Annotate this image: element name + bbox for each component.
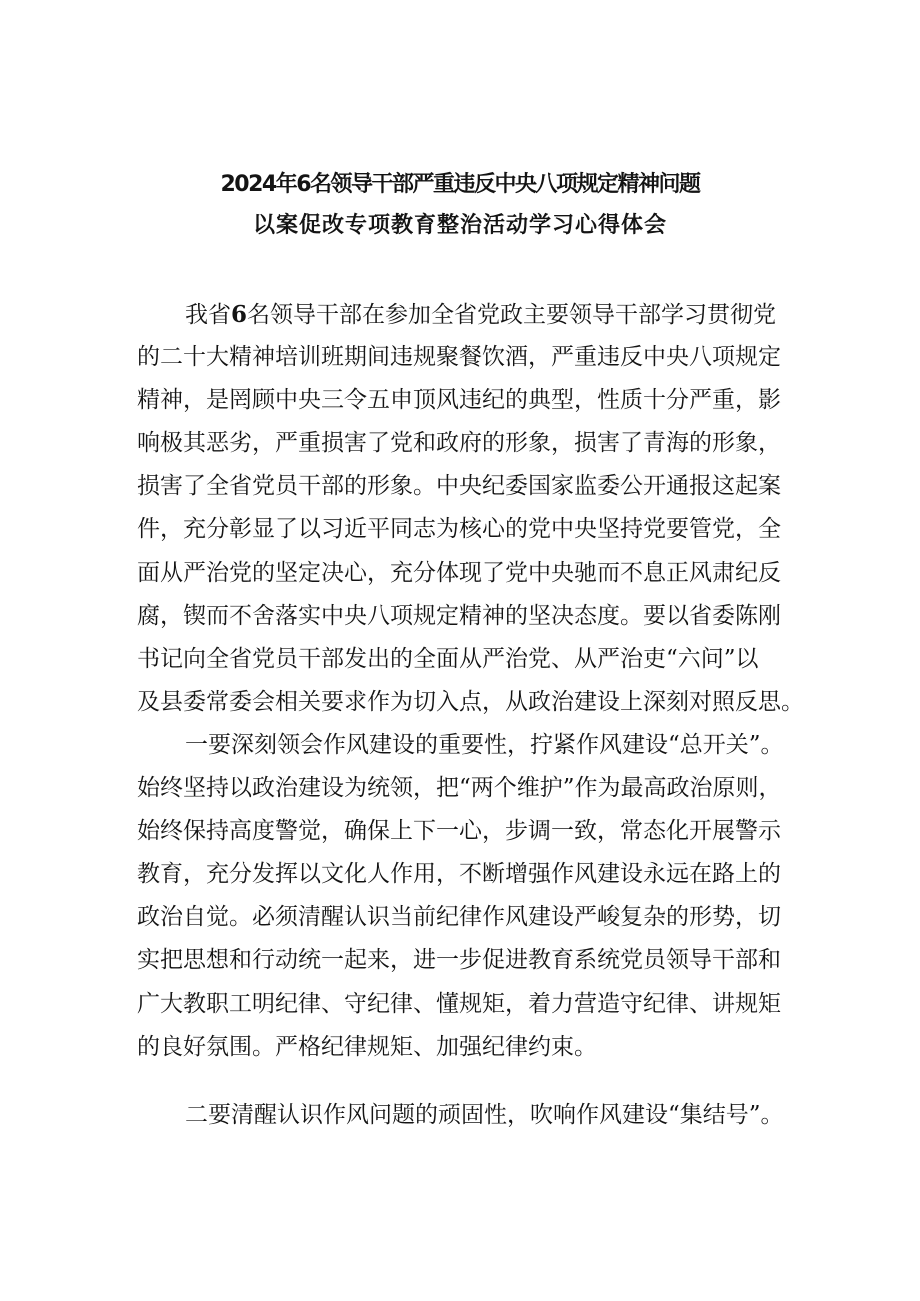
paragraph-2 bbox=[137, 724, 837, 1069]
paragraph-line: 及县委常委会相关要求作为切入点，从政治建设上深刻对照反思。 bbox=[137, 688, 804, 715]
paragraph-line: 政治自觉。必须清醒认识当前纪律作风建设严峻复杂的形势，切 bbox=[137, 904, 781, 931]
paragraph-line: 一要深刻领会作风建设的重要性，拧紧作风建设“总开关”。 bbox=[185, 731, 784, 758]
paragraph-line: 精神，是罔顾中央三令五申顶风违纪的典型，性质十分严重，影 bbox=[137, 387, 781, 414]
paragraph-line: 腐，锲而不舍落实中央八项规定精神的坚决态度。要以省委陈刚 bbox=[137, 602, 781, 629]
paragraph-line: 广大教职工明纪律、守纪律、懂规矩，着力营造守纪律、讲规矩 bbox=[137, 990, 781, 1017]
title-line-2: 以案促改专项教育整治活动学习心得体会 bbox=[252, 213, 667, 238]
line-segment: 名领导干部在参加全省党政主要领导干部学习贯彻党 bbox=[247, 302, 777, 328]
line-segment: 我省 bbox=[185, 302, 231, 328]
paragraph-line: 响极其恶劣，严重损害了党和政府的形象，损害了青海的形象， bbox=[137, 430, 781, 457]
document-title bbox=[0, 164, 920, 246]
document-body bbox=[137, 293, 837, 1137]
paragraph-line: 面从严治党的坚定决心，充分体现了党中央驰而不息正风肃纪反 bbox=[137, 559, 781, 586]
paragraph-line: 始终保持高度警觉，确保上下一心，步调一致，常态化开展警示 bbox=[137, 818, 781, 845]
paragraph-line: 的二十大精神培训班期间违规聚餐饮酒，严重违反中央八项规定 bbox=[137, 344, 781, 371]
paragraph-line: 书记向全省党员干部发出的全面从严治党、从严治吏“六问”以 bbox=[137, 645, 759, 672]
paragraph-line: 教育，充分发挥以文化人作用，不断增强作风建设永远在路上的 bbox=[137, 861, 781, 888]
paragraph-1 bbox=[137, 293, 837, 724]
paragraph-line: 损害了全省党员干部的形象。中央纪委国家监委公开通报这起案 bbox=[137, 473, 781, 500]
title-line-1: 2024年6名领导干部严重违反中央八项规定精神问题 bbox=[220, 172, 700, 197]
paragraph-line: 件，充分彰显了以习近平同志为核心的党中央坚持党要管党，全 bbox=[137, 516, 781, 543]
paragraph-3 bbox=[137, 1094, 837, 1137]
paragraph-line: 实把思想和行动统一起来，进一步促进教育系统党员领导干部和 bbox=[137, 947, 781, 974]
paragraph-line: 二要清醒认识作风问题的顽固性，吹响作风建设“集结号”。 bbox=[185, 1101, 784, 1128]
paragraph-line: 的良好氛围。严格纪律规矩、加强纪律约束。 bbox=[137, 1033, 597, 1060]
line-segment-bold-number: 6 bbox=[231, 301, 248, 328]
paragraph-line: 始终坚持以政治建设为统领，把“两个维护”作为最高政治原则， bbox=[137, 775, 782, 802]
paragraph-line bbox=[137, 293, 837, 336]
